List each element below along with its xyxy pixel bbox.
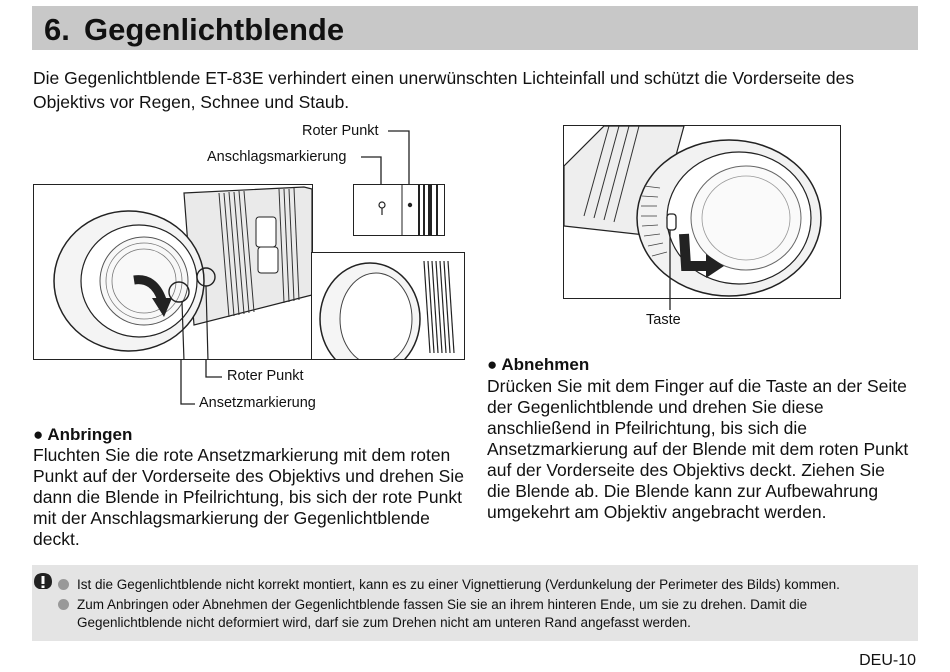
caution-icon: [32, 571, 54, 598]
bullet-icon: [58, 599, 69, 610]
bullet-icon: [58, 579, 69, 590]
label-roter-punkt-bottom: Roter Punkt: [227, 368, 304, 384]
caution-box: [32, 565, 918, 641]
label-ansetzmarkierung: Ansetzmarkierung: [199, 395, 316, 411]
label-taste: Taste: [646, 312, 681, 328]
anbringen-text: Fluchten Sie die rote Ansetzmarkierung mit dem roten Punkt auf der Vorderseite des Objektivs und drehen Sie dann die Blende in Pfeilrichtung, bis sich der rote Punkt mit der Anschlagsmarkierung der Gegenlichtblende deckt.: [33, 445, 464, 549]
section-number: 6.: [44, 12, 70, 47]
intro-paragraph: Die Gegenlichtblende ET-83E verhindert einen unerwünschten Lichteinfall und schützt die Vorderseite des Objektivs vor Regen, Schnee und Staub.: [33, 68, 855, 112]
label-roter-punkt-top: Roter Punkt: [302, 123, 379, 139]
anbringen-heading: ● Anbringen: [33, 425, 133, 444]
abnehmen-heading: ● Abnehmen: [487, 355, 590, 374]
label-anschlagsmarkierung: Anschlagsmarkierung: [207, 149, 347, 165]
abnehmen-text: Drücken Sie mit dem Finger auf die Taste an der Seite der Gegenlichtblende und drehen Sie diese anschließend in Pfeilrichtung, bis sich die Ansetzmarkierung auf der Blende mit dem roten Punkt auf der Vorderseite des Objektivs deckt. Ziehen Sie die Blende ab. Die Blende kann zur Aufbewahrung umgekehrt am Objektiv angebracht werden.: [487, 376, 909, 522]
caution-item-1: Ist die Gegenlichtblende nicht korrekt montiert, kann es zu einer Vignettierung (Verdunkelung der Perimeter des Bilds) kommen.: [58, 576, 907, 594]
section-title: Gegenlichtblende: [84, 12, 345, 47]
page-number: DEU-10: [859, 652, 916, 669]
caution-item-2: Zum Anbringen oder Abnehmen der Gegenlichtblende fassen Sie sie an ihrem hinteren Ende, um sie zu drehen. Damit die Gegenlichtblende nicht deformiert wird, darf sie zum Drehen nicht am unteren Rand angefasst werden.: [58, 596, 877, 632]
